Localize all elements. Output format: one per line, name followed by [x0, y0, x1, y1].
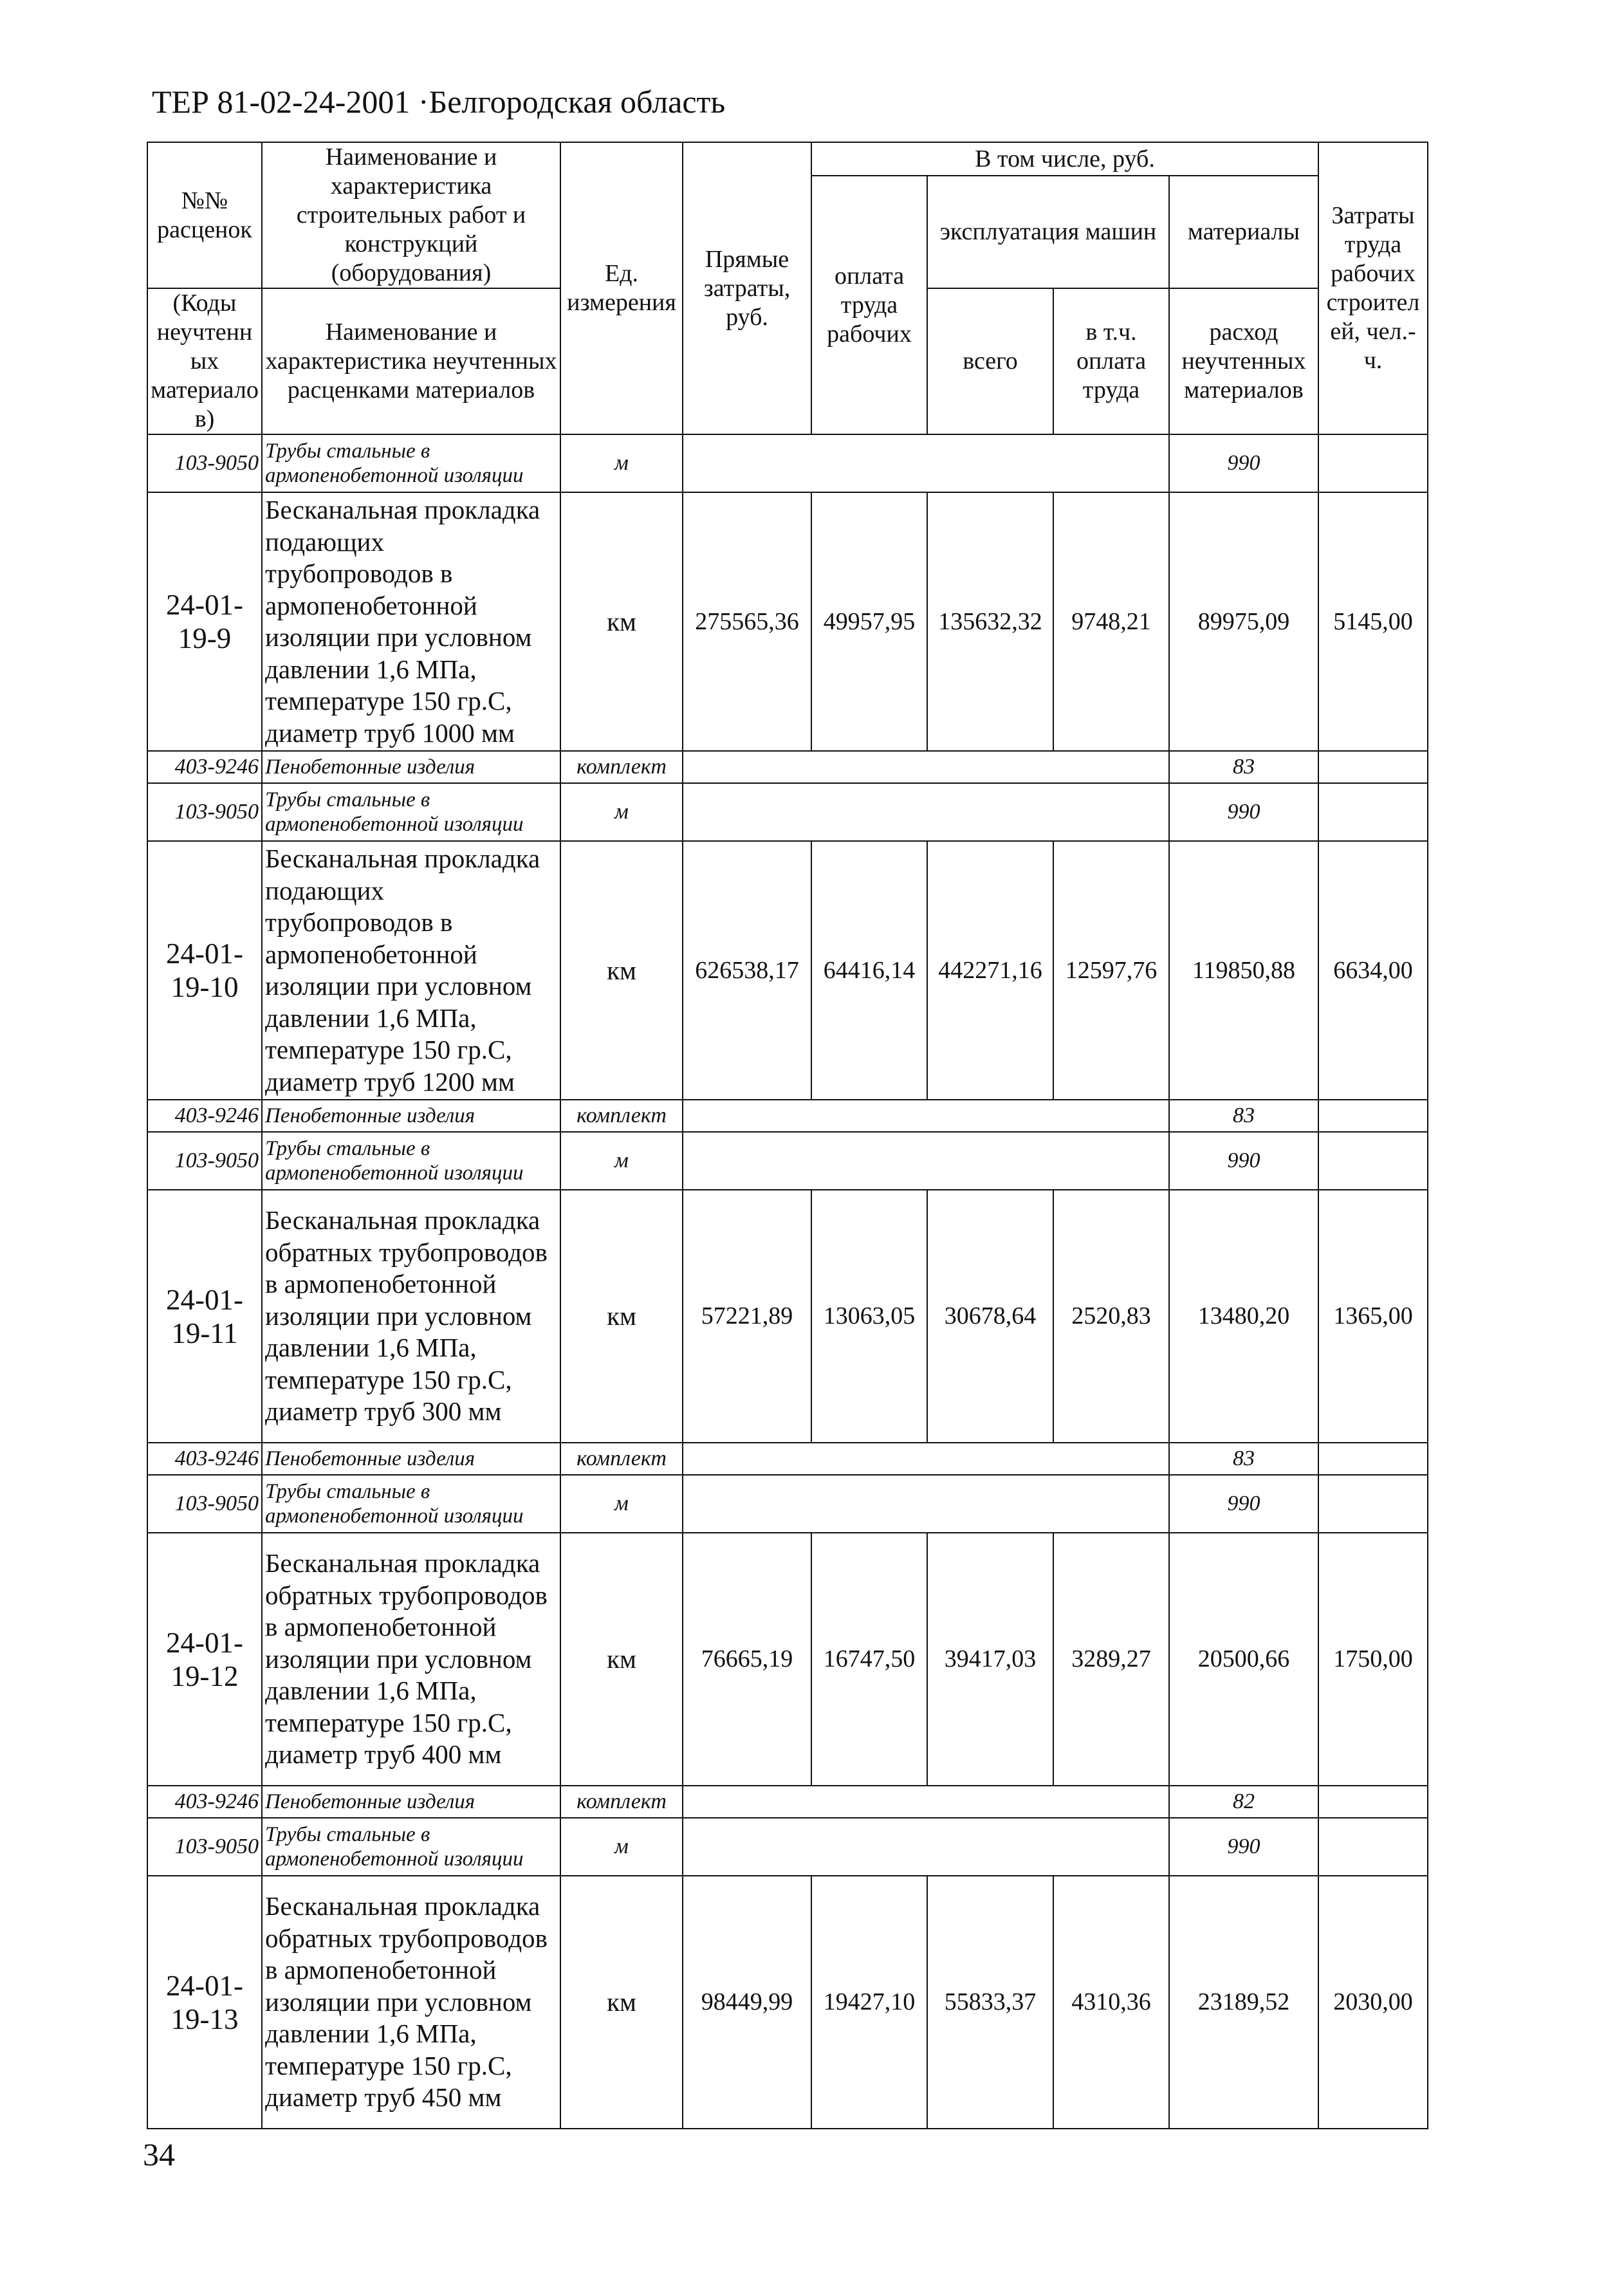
material-labor-blank	[1318, 1132, 1428, 1190]
material-code: 103-9050	[147, 1132, 262, 1190]
material-blank	[683, 1443, 1169, 1475]
material-name: Пенобетонные изделия	[262, 1786, 560, 1818]
material-labor-blank	[1318, 1443, 1428, 1475]
work-machines-wage: 12597,76	[1053, 841, 1169, 1100]
work-direct-cost: 98449,99	[683, 1876, 811, 2129]
work-labor: 2030,00	[1318, 1876, 1428, 2129]
material-quantity: 83	[1169, 751, 1318, 783]
work-machines-total: 135632,32	[927, 492, 1053, 751]
material-quantity: 990	[1169, 1475, 1318, 1533]
work-name: Бесканальная прокладка обратных трубопроводов в армопенобетонной изоляции при условном давлении 1,6 МПа, температуре 150 гр.С, диаметр труб 300 мм	[262, 1190, 560, 1443]
material-row	[147, 434, 1428, 492]
work-unit: км	[560, 492, 683, 751]
work-unit: км	[560, 841, 683, 1100]
work-direct-cost: 275565,36	[683, 492, 811, 751]
work-name: Бесканальная прокладка обратных трубопроводов в армопенобетонной изоляции при условном давлении 1,6 МПа, температуре 150 гр.С, диаметр труб 450 мм	[262, 1876, 560, 2129]
material-unit: комплект	[560, 1443, 683, 1475]
material-blank	[683, 1475, 1169, 1533]
material-unit: комплект	[560, 751, 683, 783]
work-direct-cost: 76665,19	[683, 1533, 811, 1786]
material-code: 403-9246	[147, 1100, 262, 1132]
material-labor-blank	[1318, 434, 1428, 492]
header-mach-wage: в т.ч. оплата труда	[1053, 288, 1169, 434]
rates-table	[147, 142, 1428, 2129]
material-labor-blank	[1318, 1100, 1428, 1132]
work-code: 24-01-19-11	[147, 1190, 262, 1443]
work-unit: км	[560, 1876, 683, 2129]
work-materials: 20500,66	[1169, 1533, 1318, 1786]
material-quantity: 82	[1169, 1786, 1318, 1818]
material-blank	[683, 434, 1169, 492]
material-labor-blank	[1318, 1786, 1428, 1818]
header-mat-usage: расход неучтенных материалов	[1169, 288, 1318, 434]
material-quantity: 83	[1169, 1443, 1318, 1475]
header-mach-total: всего	[927, 288, 1053, 434]
header-incl: В том числе, руб.	[811, 142, 1318, 176]
work-wage: 49957,95	[811, 492, 927, 751]
work-code: 24-01-19-13	[147, 1876, 262, 2129]
material-unit: м	[560, 1132, 683, 1190]
material-row	[147, 1443, 1428, 1475]
header-code: №№ расценок	[147, 142, 262, 288]
material-row	[147, 1818, 1428, 1876]
material-unit: м	[560, 434, 683, 492]
header-materials: материалы	[1169, 176, 1318, 288]
material-row	[147, 1475, 1428, 1533]
material-row	[147, 783, 1428, 841]
work-code: 24-01-19-9	[147, 492, 262, 751]
header-direct: Прямые затраты, руб.	[683, 142, 811, 434]
work-materials: 23189,52	[1169, 1876, 1318, 2129]
material-code: 403-9246	[147, 751, 262, 783]
work-row	[147, 1876, 1428, 2129]
work-unit: км	[560, 1190, 683, 1443]
header-machines: эксплуатация машин	[927, 176, 1169, 288]
material-row	[147, 1100, 1428, 1132]
header-name2: Наименование и характеристика неучтенных расценками материалов	[262, 288, 560, 434]
material-code: 103-9050	[147, 434, 262, 492]
material-quantity: 990	[1169, 434, 1318, 492]
header-name: Наименование и характеристика строительных работ и конструкций (оборудования)	[262, 142, 560, 288]
work-materials: 13480,20	[1169, 1190, 1318, 1443]
work-labor: 6634,00	[1318, 841, 1428, 1100]
work-machines-wage: 3289,27	[1053, 1533, 1169, 1786]
material-unit: м	[560, 1818, 683, 1876]
material-code: 103-9050	[147, 783, 262, 841]
material-blank	[683, 1818, 1169, 1876]
material-name: Трубы стальные в армопенобетонной изоляции	[262, 1475, 560, 1533]
work-machines-total: 442271,16	[927, 841, 1053, 1100]
work-code: 24-01-19-12	[147, 1533, 262, 1786]
header-row-1	[147, 142, 1428, 176]
material-code: 103-9050	[147, 1818, 262, 1876]
work-wage: 19427,10	[811, 1876, 927, 2129]
header-code2: (Коды неучтенных материалов)	[147, 288, 262, 434]
material-blank	[683, 1132, 1169, 1190]
material-blank	[683, 1100, 1169, 1132]
work-unit: км	[560, 1533, 683, 1786]
material-quantity: 83	[1169, 1100, 1318, 1132]
work-labor: 1365,00	[1318, 1190, 1428, 1443]
page-number: 34	[143, 2136, 175, 2172]
material-quantity: 990	[1169, 1132, 1318, 1190]
material-name: Трубы стальные в армопенобетонной изоляции	[262, 1818, 560, 1876]
material-quantity: 990	[1169, 783, 1318, 841]
material-name: Трубы стальные в армопенобетонной изоляции	[262, 1132, 560, 1190]
material-unit: комплект	[560, 1786, 683, 1818]
page-header: ТЕР 81-02-24-2001 ·Белгородская область	[152, 84, 726, 120]
material-unit: м	[560, 1475, 683, 1533]
work-machines-total: 55833,37	[927, 1876, 1053, 2129]
material-name: Пенобетонные изделия	[262, 1443, 560, 1475]
material-unit: м	[560, 783, 683, 841]
header-wage: оплата труда рабочих	[811, 176, 927, 434]
material-name: Пенобетонные изделия	[262, 1100, 560, 1132]
material-row	[147, 1786, 1428, 1818]
work-name: Бесканальная прокладка подающих трубопроводов в армопенобетонной изоляции при условном давлении 1,6 МПа, температуре 150 гр.С, диаметр труб 1000 мм	[262, 492, 560, 751]
work-code: 24-01-19-10	[147, 841, 262, 1100]
material-code: 403-9246	[147, 1786, 262, 1818]
header-labor: Затраты труда рабочих строителей, чел.-ч.	[1318, 142, 1428, 434]
material-row	[147, 751, 1428, 783]
work-name: Бесканальная прокладка подающих трубопроводов в армопенобетонной изоляции при условном давлении 1,6 МПа, температуре 150 гр.С, диаметр труб 1200 мм	[262, 841, 560, 1100]
work-name: Бесканальная прокладка обратных трубопроводов в армопенобетонной изоляции при условном давлении 1,6 МПа, температуре 150 гр.С, диаметр труб 400 мм	[262, 1533, 560, 1786]
work-machines-total: 30678,64	[927, 1190, 1053, 1443]
material-code: 103-9050	[147, 1475, 262, 1533]
work-machines-wage: 2520,83	[1053, 1190, 1169, 1443]
work-direct-cost: 626538,17	[683, 841, 811, 1100]
work-materials: 119850,88	[1169, 841, 1318, 1100]
header-unit: Ед. измерения	[560, 142, 683, 434]
material-blank	[683, 1786, 1169, 1818]
work-machines-total: 39417,03	[927, 1533, 1053, 1786]
material-code: 403-9246	[147, 1443, 262, 1475]
material-labor-blank	[1318, 783, 1428, 841]
material-blank	[683, 751, 1169, 783]
work-row	[147, 1533, 1428, 1786]
material-row	[147, 1132, 1428, 1190]
material-name: Трубы стальные в армопенобетонной изоляции	[262, 434, 560, 492]
work-wage: 16747,50	[811, 1533, 927, 1786]
work-row	[147, 1190, 1428, 1443]
work-direct-cost: 57221,89	[683, 1190, 811, 1443]
material-name: Пенобетонные изделия	[262, 751, 560, 783]
material-labor-blank	[1318, 751, 1428, 783]
work-machines-wage: 4310,36	[1053, 1876, 1169, 2129]
material-labor-blank	[1318, 1818, 1428, 1876]
work-wage: 64416,14	[811, 841, 927, 1100]
material-quantity: 990	[1169, 1818, 1318, 1876]
material-unit: комплект	[560, 1100, 683, 1132]
work-labor: 5145,00	[1318, 492, 1428, 751]
work-materials: 89975,09	[1169, 492, 1318, 751]
work-machines-wage: 9748,21	[1053, 492, 1169, 751]
work-wage: 13063,05	[811, 1190, 927, 1443]
material-blank	[683, 783, 1169, 841]
material-name: Трубы стальные в армопенобетонной изоляции	[262, 783, 560, 841]
work-labor: 1750,00	[1318, 1533, 1428, 1786]
work-row	[147, 841, 1428, 1100]
material-labor-blank	[1318, 1475, 1428, 1533]
work-row	[147, 492, 1428, 751]
